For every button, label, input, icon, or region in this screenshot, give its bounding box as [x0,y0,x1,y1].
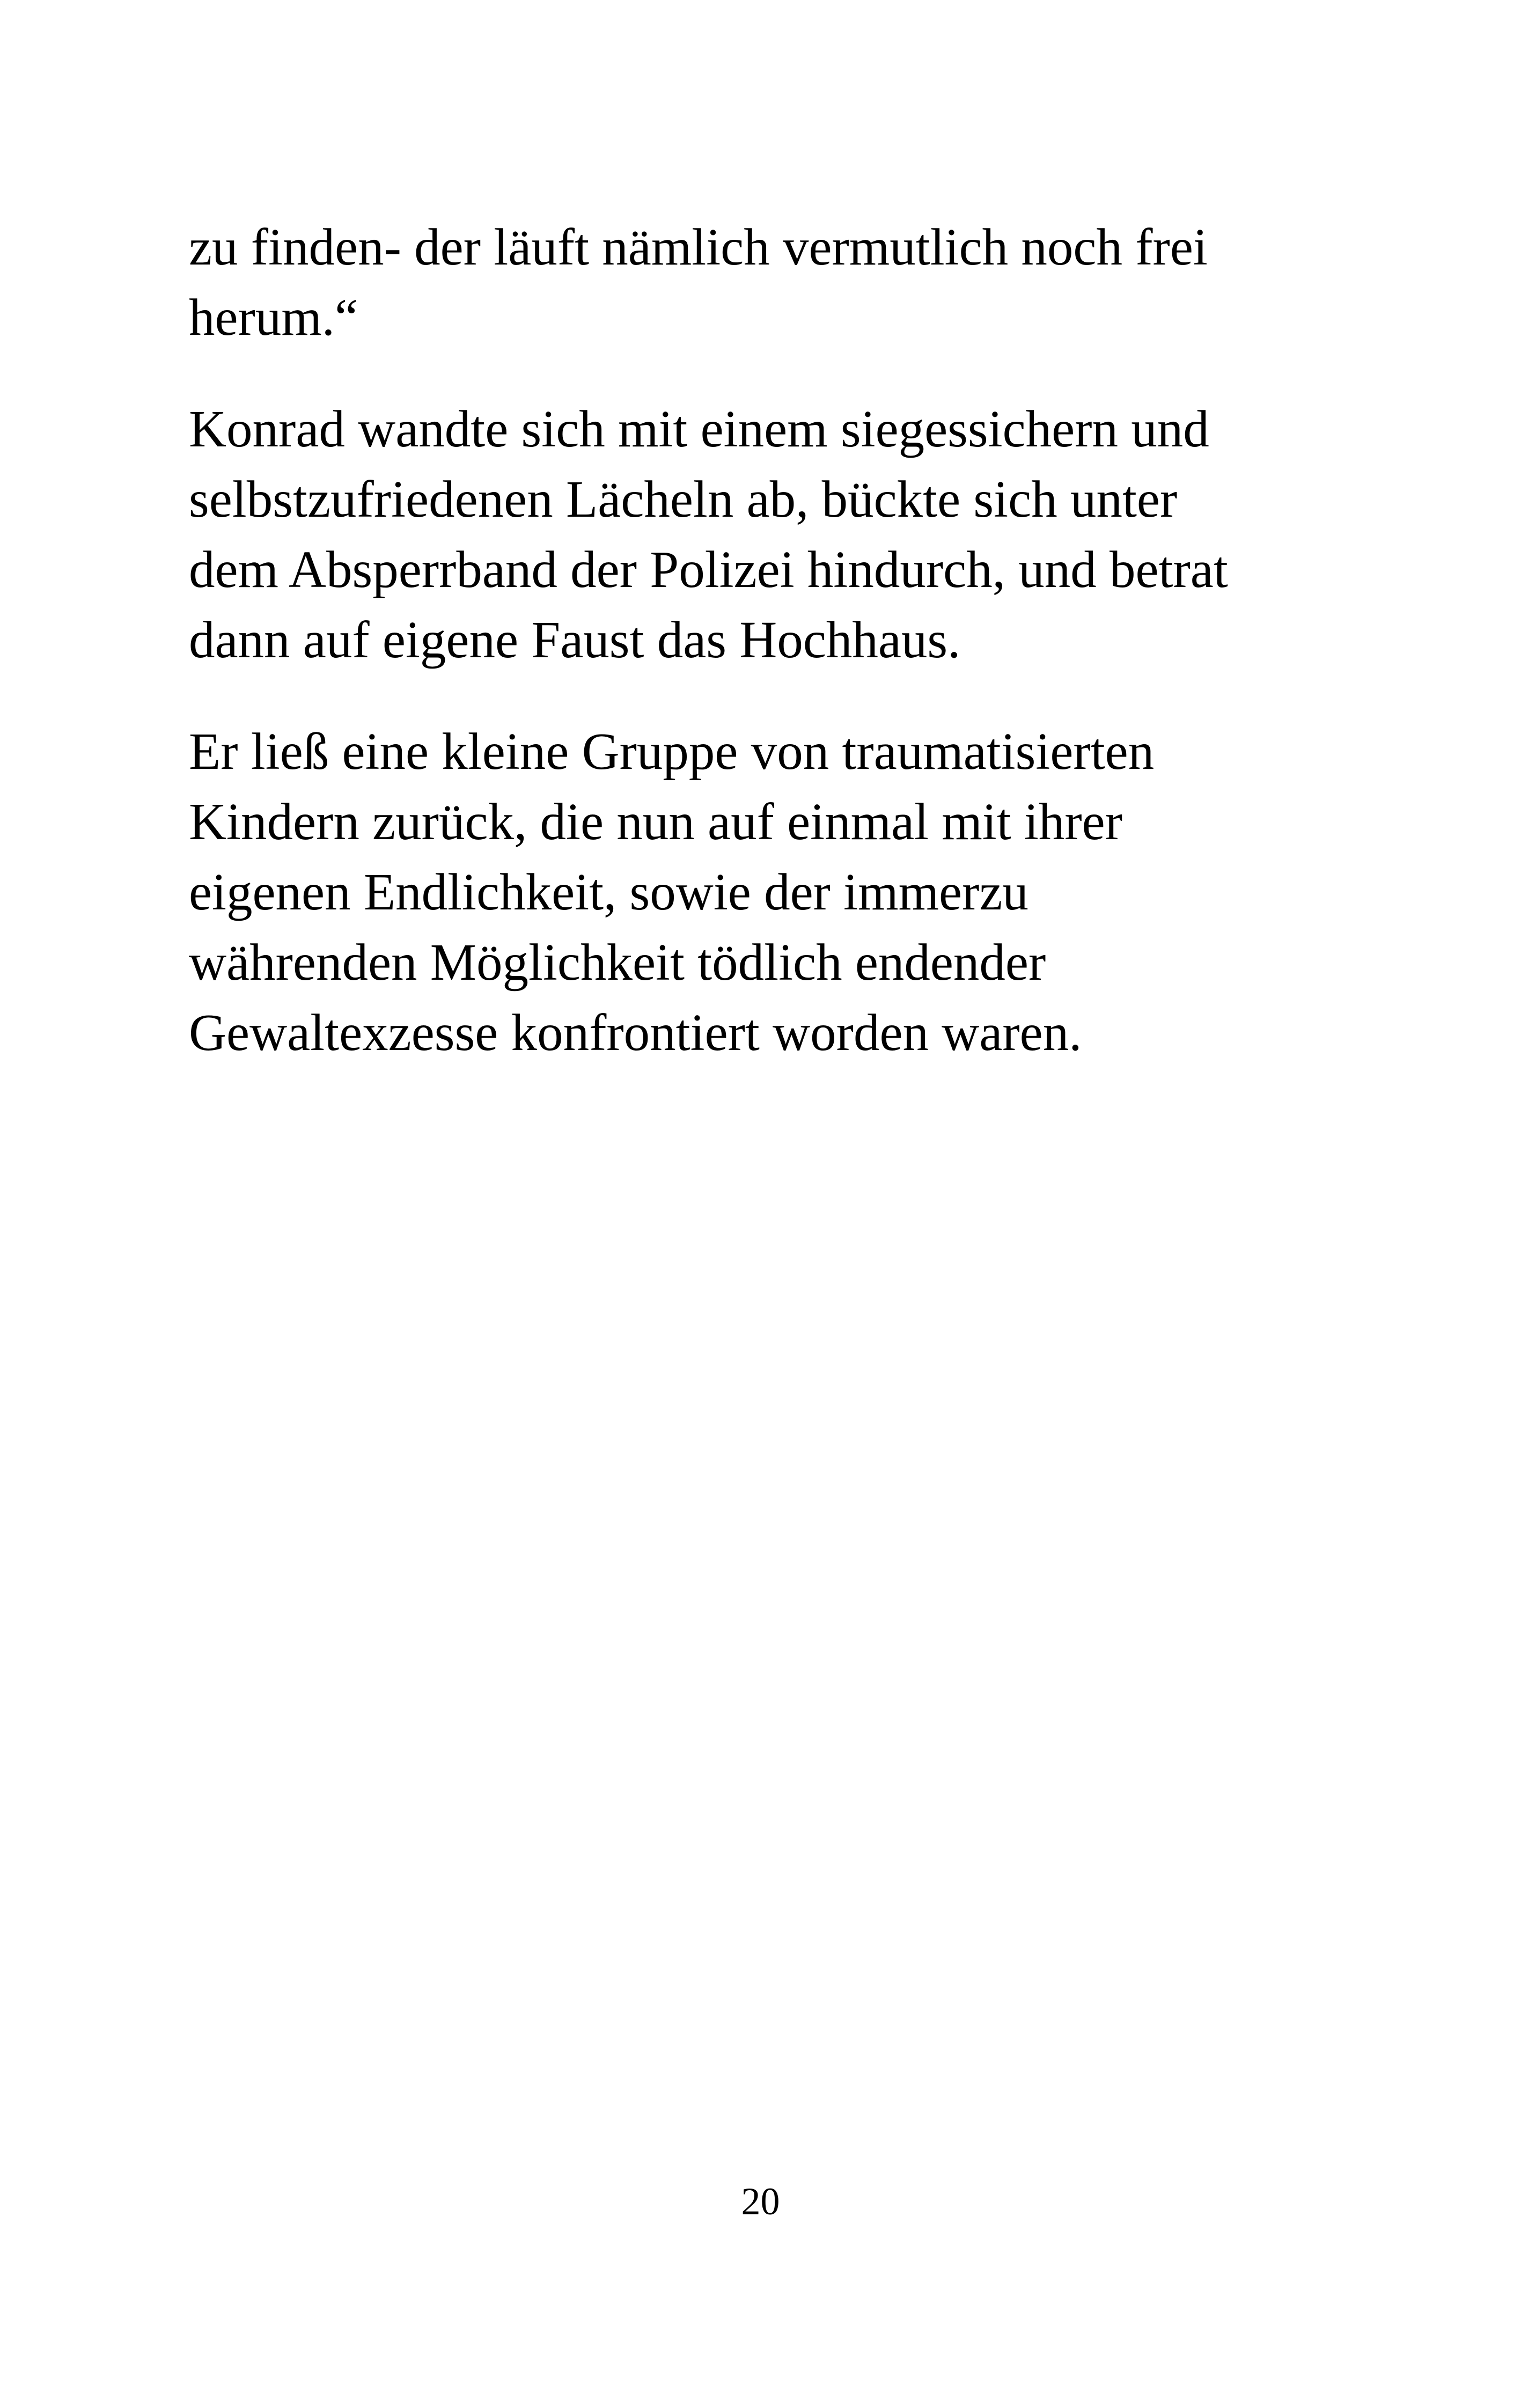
text-line: Gewaltexzesse konfrontiert worden waren. [189,1004,1082,1061]
text-line: eigenen Endlichkeit, sowie der immerzu [189,863,1028,921]
text-line: dem Absperrband der Polizei hindurch, und betrat [189,541,1228,598]
body-text [189,212,1337,1068]
text-line: zu finden- der läuft nämlich vermutlich noch frei [189,218,1208,276]
text-line: Er ließ eine kleine Gruppe von traumatisierten [189,723,1155,780]
paragraph-2 [189,394,1337,675]
paragraph-3 [189,716,1337,1068]
text-line: selbstzufriedenen Lächeln ab, bückte sich unter [189,471,1178,528]
text-line: Kindern zurück, die nun auf einmal mit ihrer [189,793,1123,850]
text-line: dann auf eigene Faust das Hochhaus. [189,611,961,669]
paragraph-1 [189,212,1337,353]
text-line: herum.“ [189,289,358,346]
page-number: 20 [741,2180,780,2223]
text-line: Konrad wandte sich mit einem siegessichern und [189,400,1209,458]
text-line: währenden Möglichkeit tödlich endender [189,934,1046,991]
